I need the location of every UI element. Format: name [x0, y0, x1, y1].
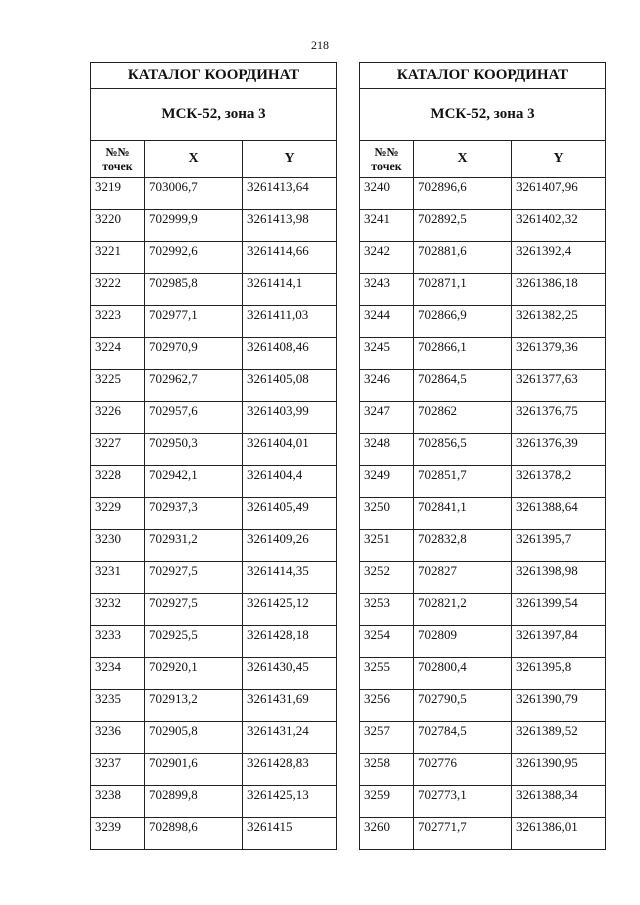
x-column-header: X	[145, 141, 243, 178]
x-coordinate-cell: 702920,1	[145, 658, 243, 690]
table-row	[360, 498, 606, 530]
y-coordinate-cell: 3261378,2	[512, 466, 606, 498]
table-row	[360, 690, 606, 722]
x-coordinate-cell: 702809	[414, 626, 512, 658]
point-number-cell: 3251	[360, 530, 414, 562]
x-coordinate-cell: 702937,3	[145, 498, 243, 530]
table-row	[91, 370, 337, 402]
point-number-cell: 3258	[360, 754, 414, 786]
point-number-cell: 3227	[91, 434, 145, 466]
point-number-cell: 3234	[91, 658, 145, 690]
x-coordinate-cell: 702927,5	[145, 562, 243, 594]
table-row	[360, 818, 606, 850]
y-coordinate-cell: 3261386,18	[512, 274, 606, 306]
y-coordinate-cell: 3261395,7	[512, 530, 606, 562]
table-row	[360, 626, 606, 658]
table-row	[91, 338, 337, 370]
x-coordinate-cell: 702898,6	[145, 818, 243, 850]
x-coordinate-cell: 702925,5	[145, 626, 243, 658]
table-row	[360, 530, 606, 562]
y-coordinate-cell: 3261399,54	[512, 594, 606, 626]
table-row	[91, 466, 337, 498]
x-coordinate-cell: 702827	[414, 562, 512, 594]
x-coordinate-cell: 702864,5	[414, 370, 512, 402]
table-row	[91, 562, 337, 594]
point-number-cell: 3226	[91, 402, 145, 434]
x-coordinate-cell: 702901,6	[145, 754, 243, 786]
table-row	[91, 786, 337, 818]
table-row	[91, 210, 337, 242]
table-row	[360, 786, 606, 818]
y-column-header: Y	[512, 141, 606, 178]
x-coordinate-cell: 702862	[414, 402, 512, 434]
table-row	[91, 242, 337, 274]
point-number-cell: 3246	[360, 370, 414, 402]
y-coordinate-cell: 3261403,99	[243, 402, 337, 434]
table-row	[360, 658, 606, 690]
table-row	[360, 274, 606, 306]
y-coordinate-cell: 3261389,52	[512, 722, 606, 754]
table-row	[360, 210, 606, 242]
y-coordinate-cell: 3261409,26	[243, 530, 337, 562]
table-row	[360, 370, 606, 402]
table-row	[360, 178, 606, 210]
point-number-cell: 3236	[91, 722, 145, 754]
y-coordinate-cell: 3261388,34	[512, 786, 606, 818]
table-row	[91, 274, 337, 306]
y-coordinate-cell: 3261425,13	[243, 786, 337, 818]
y-coordinate-cell: 3261405,49	[243, 498, 337, 530]
point-number-cell: 3256	[360, 690, 414, 722]
x-coordinate-cell: 702999,9	[145, 210, 243, 242]
y-coordinate-cell: 3261428,83	[243, 754, 337, 786]
y-coordinate-cell: 3261379,36	[512, 338, 606, 370]
point-number-cell: 3243	[360, 274, 414, 306]
x-coordinate-cell: 702957,6	[145, 402, 243, 434]
x-coordinate-cell: 702927,5	[145, 594, 243, 626]
x-coordinate-cell: 702776	[414, 754, 512, 786]
y-coordinate-cell: 3261377,63	[512, 370, 606, 402]
point-number-cell: 3224	[91, 338, 145, 370]
point-number-cell: 3240	[360, 178, 414, 210]
y-coordinate-cell: 3261390,79	[512, 690, 606, 722]
y-coordinate-cell: 3261388,64	[512, 498, 606, 530]
y-coordinate-cell: 3261407,96	[512, 178, 606, 210]
point-number-cell: 3248	[360, 434, 414, 466]
y-coordinate-cell: 3261415	[243, 818, 337, 850]
table-row	[91, 690, 337, 722]
table-row	[360, 434, 606, 466]
catalog-title: КАТАЛОГ КООРДИНАТ	[91, 63, 337, 89]
point-number-cell: 3229	[91, 498, 145, 530]
point-number-cell: 3252	[360, 562, 414, 594]
point-number-cell: 3245	[360, 338, 414, 370]
point-number-cell: 3235	[91, 690, 145, 722]
table-row	[91, 722, 337, 754]
point-number-cell: 3239	[91, 818, 145, 850]
y-coordinate-cell: 3261376,75	[512, 402, 606, 434]
y-coordinate-cell: 3261413,98	[243, 210, 337, 242]
x-coordinate-cell: 702942,1	[145, 466, 243, 498]
y-coordinate-cell: 3261425,12	[243, 594, 337, 626]
table-row	[360, 242, 606, 274]
x-coordinate-cell: 702851,7	[414, 466, 512, 498]
x-coordinate-cell: 702832,8	[414, 530, 512, 562]
point-number-header-line2: точек	[102, 159, 133, 173]
x-coordinate-cell: 702931,2	[145, 530, 243, 562]
coordinate-system-label: МСК-52, зона 3	[91, 89, 337, 141]
y-coordinate-cell: 3261405,08	[243, 370, 337, 402]
point-number-cell: 3250	[360, 498, 414, 530]
y-coordinate-cell: 3261408,46	[243, 338, 337, 370]
table-row	[91, 402, 337, 434]
x-coordinate-cell: 702977,1	[145, 306, 243, 338]
y-coordinate-cell: 3261390,95	[512, 754, 606, 786]
x-coordinate-cell: 702899,8	[145, 786, 243, 818]
x-coordinate-cell: 702784,5	[414, 722, 512, 754]
table-row	[360, 306, 606, 338]
y-coordinate-cell: 3261431,24	[243, 722, 337, 754]
x-coordinate-cell: 702992,6	[145, 242, 243, 274]
point-number-cell: 3238	[91, 786, 145, 818]
point-number-cell: 3249	[360, 466, 414, 498]
y-coordinate-cell: 3261392,4	[512, 242, 606, 274]
y-coordinate-cell: 3261414,35	[243, 562, 337, 594]
table-row	[91, 658, 337, 690]
point-number-cell: 3220	[91, 210, 145, 242]
point-number-cell: 3254	[360, 626, 414, 658]
coordinate-catalog-table-right	[359, 62, 606, 850]
x-coordinate-cell: 702856,5	[414, 434, 512, 466]
x-column-header: X	[414, 141, 512, 178]
y-coordinate-cell: 3261414,1	[243, 274, 337, 306]
x-coordinate-cell: 702800,4	[414, 658, 512, 690]
y-coordinate-cell: 3261397,84	[512, 626, 606, 658]
x-coordinate-cell: 702790,5	[414, 690, 512, 722]
table-row	[360, 594, 606, 626]
point-number-cell: 3253	[360, 594, 414, 626]
point-number-cell: 3219	[91, 178, 145, 210]
point-number-cell: 3222	[91, 274, 145, 306]
y-coordinate-cell: 3261386,01	[512, 818, 606, 850]
y-column-header: Y	[243, 141, 337, 178]
table-row	[360, 754, 606, 786]
x-coordinate-cell: 702821,2	[414, 594, 512, 626]
point-number-header-line2: точек	[371, 159, 402, 173]
point-number-header	[360, 141, 414, 178]
x-coordinate-cell: 702970,9	[145, 338, 243, 370]
x-coordinate-cell: 702950,3	[145, 434, 243, 466]
point-number-cell: 3257	[360, 722, 414, 754]
point-number-cell: 3260	[360, 818, 414, 850]
x-coordinate-cell: 702866,9	[414, 306, 512, 338]
y-coordinate-cell: 3261404,4	[243, 466, 337, 498]
table-row	[360, 722, 606, 754]
point-number-header	[91, 141, 145, 178]
y-coordinate-cell: 3261411,03	[243, 306, 337, 338]
point-number-cell: 3228	[91, 466, 145, 498]
table-row	[360, 338, 606, 370]
x-coordinate-cell: 702841,1	[414, 498, 512, 530]
x-coordinate-cell: 703006,7	[145, 178, 243, 210]
x-coordinate-cell: 702866,1	[414, 338, 512, 370]
coordinate-catalog-table-left	[90, 62, 337, 850]
y-coordinate-cell: 3261376,39	[512, 434, 606, 466]
point-number-cell: 3241	[360, 210, 414, 242]
table-row	[360, 466, 606, 498]
point-number-cell: 3230	[91, 530, 145, 562]
x-coordinate-cell: 702892,5	[414, 210, 512, 242]
y-coordinate-cell: 3261431,69	[243, 690, 337, 722]
point-number-header-line1: №№	[105, 145, 130, 159]
point-number-cell: 3259	[360, 786, 414, 818]
y-coordinate-cell: 3261382,25	[512, 306, 606, 338]
table-row	[91, 306, 337, 338]
page-number: 218	[311, 38, 329, 52]
table-row	[91, 754, 337, 786]
x-coordinate-cell: 702871,1	[414, 274, 512, 306]
point-number-cell: 3231	[91, 562, 145, 594]
y-coordinate-cell: 3261402,32	[512, 210, 606, 242]
point-number-cell: 3244	[360, 306, 414, 338]
y-coordinate-cell: 3261404,01	[243, 434, 337, 466]
table-row	[91, 594, 337, 626]
y-coordinate-cell: 3261414,66	[243, 242, 337, 274]
point-number-header-line1: №№	[374, 145, 399, 159]
table-row	[91, 818, 337, 850]
coordinate-system-label: МСК-52, зона 3	[360, 89, 606, 141]
x-coordinate-cell: 702773,1	[414, 786, 512, 818]
y-coordinate-cell: 3261413,64	[243, 178, 337, 210]
table-row	[360, 402, 606, 434]
point-number-cell: 3237	[91, 754, 145, 786]
y-coordinate-cell: 3261428,18	[243, 626, 337, 658]
x-coordinate-cell: 702985,8	[145, 274, 243, 306]
table-row	[91, 498, 337, 530]
point-number-cell: 3247	[360, 402, 414, 434]
y-coordinate-cell: 3261430,45	[243, 658, 337, 690]
x-coordinate-cell: 702905,8	[145, 722, 243, 754]
x-coordinate-cell: 702771,7	[414, 818, 512, 850]
point-number-cell: 3255	[360, 658, 414, 690]
y-coordinate-cell: 3261395,8	[512, 658, 606, 690]
x-coordinate-cell: 702962,7	[145, 370, 243, 402]
x-coordinate-cell: 702896,6	[414, 178, 512, 210]
point-number-cell: 3232	[91, 594, 145, 626]
point-number-cell: 3233	[91, 626, 145, 658]
point-number-cell: 3242	[360, 242, 414, 274]
table-row	[91, 626, 337, 658]
table-row	[91, 178, 337, 210]
table-row	[360, 562, 606, 594]
point-number-cell: 3225	[91, 370, 145, 402]
point-number-cell: 3221	[91, 242, 145, 274]
table-row	[91, 530, 337, 562]
x-coordinate-cell: 702913,2	[145, 690, 243, 722]
table-row	[91, 434, 337, 466]
point-number-cell: 3223	[91, 306, 145, 338]
catalog-title: КАТАЛОГ КООРДИНАТ	[360, 63, 606, 89]
x-coordinate-cell: 702881,6	[414, 242, 512, 274]
y-coordinate-cell: 3261398,98	[512, 562, 606, 594]
